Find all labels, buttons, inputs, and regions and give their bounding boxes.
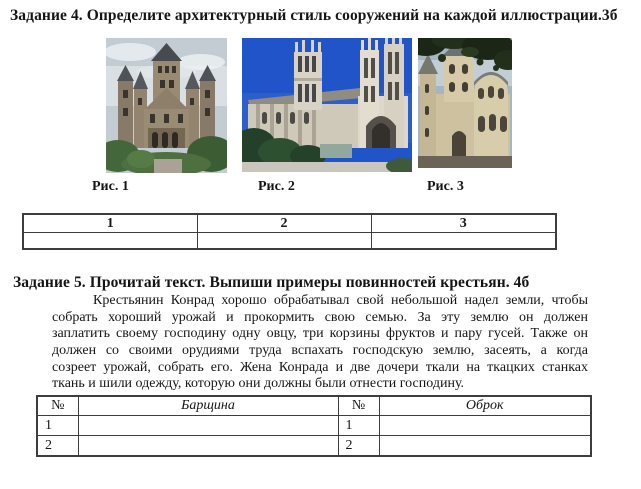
figure3-caption: Рис. 3: [427, 179, 464, 194]
obrok-answer-cell-2[interactable]: [379, 436, 591, 457]
barshchina-answer-cell-1[interactable]: [78, 416, 338, 436]
row-number: 1: [37, 416, 78, 436]
gothic-cathedral-illustration: [242, 38, 412, 172]
task4-col1-header: 1: [23, 214, 197, 233]
paragraph-line: должен со своими орудиями труда вспахать господскую землю, засеять, а когда: [52, 343, 588, 359]
row-number: 1: [338, 416, 379, 436]
paragraph-line: созреет урожай, собрать его. Жена Конрада и две дочери ткали на ткацких станках: [52, 359, 588, 375]
obrok-answer-cell-1[interactable]: [379, 416, 591, 436]
figure2-gothic-cathedral-photo: [242, 38, 412, 172]
paragraph-line: ткань и шили одежду, которую они должны были отнести господину.: [52, 376, 465, 392]
task5-text-paragraph: [52, 293, 588, 393]
task5-obrok-header: Оброк: [379, 396, 591, 416]
task5-number-header: №: [37, 396, 78, 416]
task5-answer-table: [36, 395, 592, 457]
paragraph-line: заплатить своему господину одну овцу, три корзины фруктов и пару гусей. Также он: [52, 326, 588, 342]
task4-answer-cell-2[interactable]: [197, 233, 371, 250]
task4-answer-table: [22, 213, 557, 250]
paragraph-line: Крестьянин Конрад хорошо обрабатывал свой небольшой надел земли, чтобы: [93, 293, 588, 308]
paragraph-line: собрать хороший урожай и прокормить свою семью. За эту землю он должен: [52, 309, 588, 325]
row-number: 2: [37, 436, 78, 457]
task4-col2-header: 2: [197, 214, 371, 233]
task4-heading: Задание 4. Определите архитектурный стиль сооружений на каждой иллюстрации.3б: [10, 7, 618, 24]
task5-number-header: №: [338, 396, 379, 416]
figure2-caption: Рис. 2: [258, 179, 295, 194]
figure1-romanesque-abbey-photo: [106, 38, 227, 173]
task4-answer-cell-1[interactable]: [23, 233, 197, 250]
task5-barshchina-header: Барщина: [78, 396, 338, 416]
barshchina-answer-cell-2[interactable]: [78, 436, 338, 457]
figure1-caption: Рис. 1: [92, 179, 129, 194]
romanesque-church-illustration: [418, 38, 512, 168]
row-number: 2: [338, 436, 379, 457]
figure3-romanesque-church-photo: [418, 38, 512, 168]
task4-answer-cell-3[interactable]: [371, 233, 556, 250]
romanesque-abbey-illustration: [106, 38, 227, 173]
task5-heading: Задание 5. Прочитай текст. Выпиши примеры повинностей крестьян. 4б: [13, 274, 530, 291]
task4-col3-header: 3: [371, 214, 556, 233]
